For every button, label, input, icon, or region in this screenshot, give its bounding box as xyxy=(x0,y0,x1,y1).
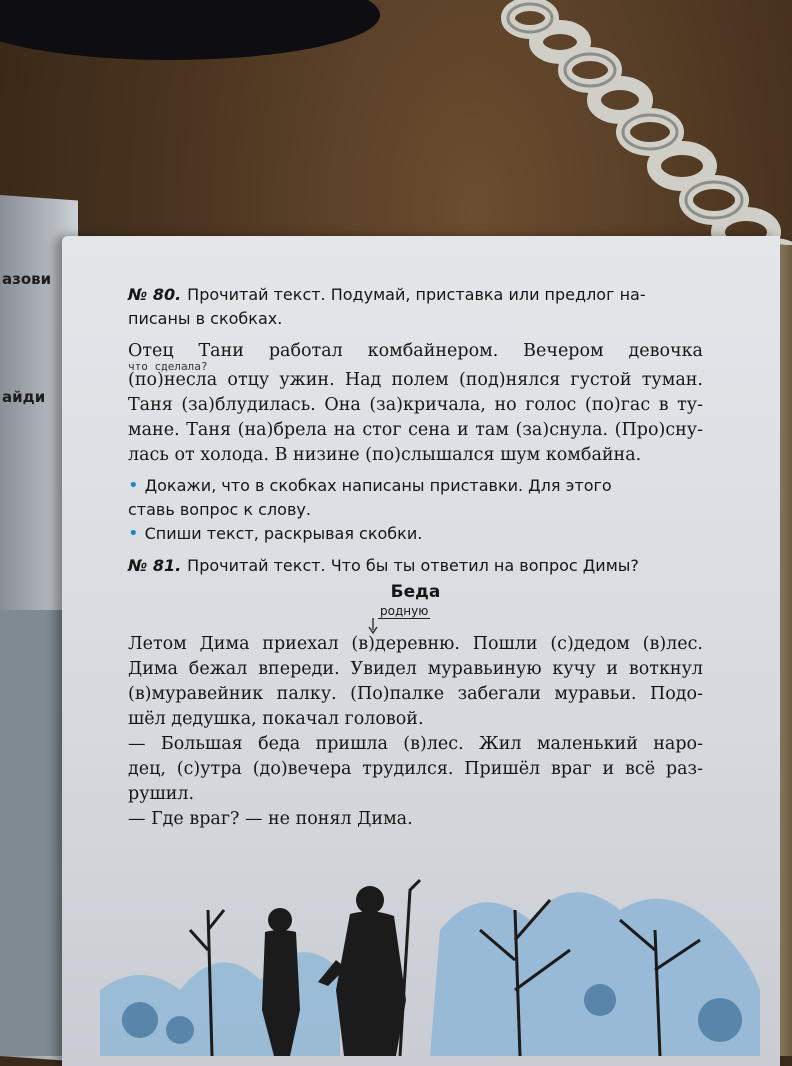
bullet-text: Докажи, что в скобках написаны приставки. Для этого xyxy=(144,476,612,495)
text-line: Отец Тани работал комбайнером. Вечером девочка xyxy=(128,341,703,361)
bullet-item xyxy=(128,474,703,498)
task-instruction: Прочитай текст. Подумай, приставка или предлог на- xyxy=(187,285,646,304)
word-hint xyxy=(128,602,703,632)
story-line: (в)муравейник палку. (По)палке забегали муравьи. Подо- xyxy=(128,684,703,704)
bullet-icon: • xyxy=(128,523,139,544)
left-page-word: айди xyxy=(2,388,46,406)
text-line: (по)несла отцу ужин. Над полем (под)нялся густой туман. xyxy=(128,370,703,390)
story-line: рушил. xyxy=(128,784,195,804)
bullet-text: Спиши текст, раскрывая скобки. xyxy=(144,524,423,543)
bullet-text-cont: ставь вопрос к слову. xyxy=(128,500,311,519)
task-80-heading xyxy=(128,283,703,307)
story-line: Летом Дима приехал (в)деревню. Пошли (с)дедом (в)лес. xyxy=(128,634,703,654)
arrow-down-icon xyxy=(366,618,380,634)
forest-illustration xyxy=(100,870,760,1056)
task-number: № 81. xyxy=(128,556,182,575)
bullet-icon: • xyxy=(128,475,139,496)
hint-word: родную xyxy=(380,604,429,618)
story-title: Беда xyxy=(390,582,441,602)
text-line: мане. Таня (на)брела на стог сена и там (за)снула. (Про)сну- xyxy=(128,420,703,440)
story-line: — Большая беда пришла (в)лес. Жил маленький наро- xyxy=(128,734,703,754)
text-line: лась от холода. В низине (по)слышался шум комбайна. xyxy=(128,445,642,465)
story-line: шёл дедушка, покачал головой. xyxy=(128,709,424,729)
text-line: Таня (за)блудилась. Она (за)кричала, но голос (по)гас в ту- xyxy=(128,395,703,415)
task-instruction-cont: писаны в скобках. xyxy=(128,309,283,328)
question-note: что сделала? xyxy=(128,360,208,373)
bullet-item xyxy=(128,522,703,546)
left-page-strip xyxy=(0,610,62,1056)
story-line: — Где враг? — не понял Дима. xyxy=(128,809,413,829)
task-81-heading xyxy=(128,554,703,578)
page-content xyxy=(128,283,703,832)
left-page-word: азови xyxy=(2,270,52,288)
task-instruction: Прочитай текст. Что бы ты ответил на вопрос Димы? xyxy=(187,556,639,575)
task-number: № 80. xyxy=(128,285,182,304)
story-line: Дима бежал впереди. Увидел муравьиную кучу и воткнул xyxy=(128,659,703,679)
story-line: дец, (с)утра (до)вечера трудился. Пришёл враг и всё раз- xyxy=(128,759,703,779)
